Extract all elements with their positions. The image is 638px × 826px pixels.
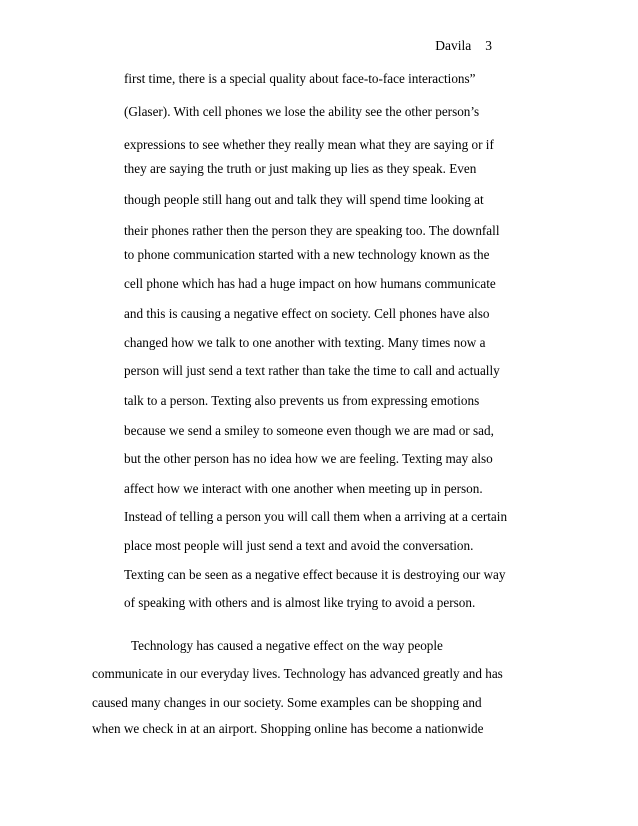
block-quote-line: and this is causing a negative effect on society. Cell phones have also [124, 306, 490, 321]
block-quote-line: talk to a person. Texting also prevents us from expressing emotions [124, 393, 480, 408]
block-quote-line: cell phone which has had a huge impact on how humans communicate [124, 276, 496, 291]
page-header [435, 37, 492, 55]
paragraph-line: communicate in our everyday lives. Technology has advanced greatly and has [92, 666, 503, 681]
paragraph-line: caused many changes in our society. Some examples can be shopping and [92, 695, 482, 710]
block-quote-line: because we send a smiley to someone even though we are mad or sad, [124, 423, 494, 438]
block-quote-line: (Glaser). With cell phones we lose the ability see the other person’s [124, 104, 480, 119]
block-quote-line: first time, there is a special quality about face-to-face interactions” [124, 71, 476, 86]
block-quote-line: their phones rather then the person they are speaking too. The downfall [124, 223, 500, 238]
block-quote-line: they are saying the truth or just making up lies as they speak. Even [124, 161, 477, 176]
block-quote-line: place most people will just send a text and avoid the conversation. [124, 538, 474, 553]
block-quote-line: Texting can be seen as a negative effect because it is destroying our way [124, 567, 506, 582]
block-quote-line: of speaking with others and is almost like trying to avoid a person. [124, 595, 476, 610]
block-quote-line: affect how we interact with one another when meeting up in person. [124, 481, 483, 496]
block-quote-line: but the other person has no idea how we are feeling. Texting may also [124, 451, 493, 466]
header-author: Davila [435, 38, 472, 53]
block-quote-line: Instead of telling a person you will call them when a arriving at a certain [124, 509, 508, 524]
block-quote-line: person will just send a text rather than take the time to call and actually [124, 363, 500, 378]
block-quote-line: changed how we talk to one another with texting. Many times now a [124, 335, 486, 350]
paragraph-line: Technology has caused a negative effect on the way people [131, 638, 443, 653]
header-page-number: 3 [485, 38, 492, 53]
block-quote-line: to phone communication started with a new technology known as the [124, 247, 490, 262]
paragraph-line: when we check in at an airport. Shopping online has become a nationwide [92, 721, 484, 736]
block-quote-line: expressions to see whether they really mean what they are saying or if [124, 137, 494, 152]
block-quote-line: though people still hang out and talk they will spend time looking at [124, 192, 484, 207]
